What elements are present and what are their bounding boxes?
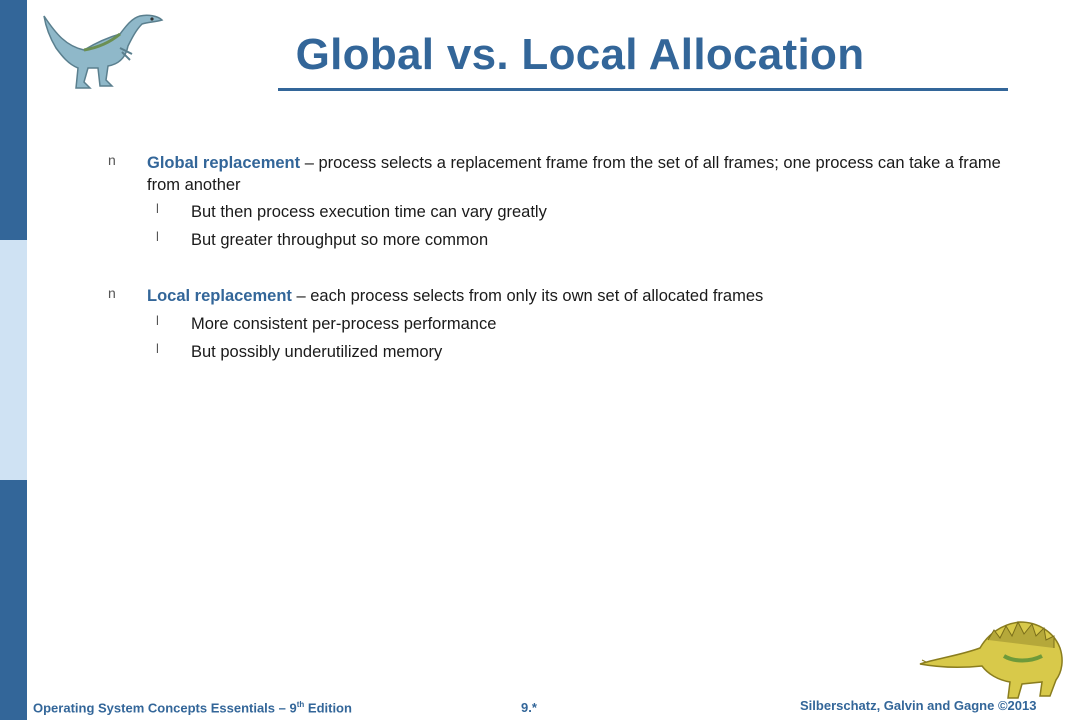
sub-bullet-text: More consistent per-process performance (191, 315, 497, 333)
term-local-replacement: Local replacement (147, 287, 292, 305)
dinosaur-icon (918, 604, 1068, 704)
footer-slide-number: 9.* (521, 700, 537, 715)
sub-bullet-text: But then process execution time can vary greatly (191, 203, 547, 221)
title-divider (278, 88, 1008, 91)
sub-bullet-marker: l (156, 313, 159, 328)
footer-copyright: Silberschatz, Galvin and Gagne ©2013 (800, 698, 1037, 713)
sub-bullet-marker: l (156, 201, 159, 216)
sidebar-block-bottom (0, 480, 27, 720)
sub-bullet-text: But greater throughput so more common (191, 231, 489, 249)
footer-book-title (33, 700, 352, 715)
bullet-marker: n (108, 152, 116, 168)
sub-bullet-text: But possibly underutilized memory (191, 343, 443, 361)
footer-book-title-suffix: Edition (304, 700, 352, 716)
footer-book-title-prefix: Operating System Concepts Essentials – 9 (33, 700, 297, 716)
bullet-description: – each process selects from only its own set of allocated frames (291, 287, 764, 305)
bullet-text (147, 285, 1007, 307)
bullet-description: – process selects a replacement frame from the set of all frames; one process can take a frame from another (147, 154, 1001, 194)
bullet-text (147, 152, 1007, 196)
term-global-replacement: Global replacement (147, 154, 301, 172)
left-sidebar-stripe (0, 0, 27, 720)
sub-bullet-marker: l (156, 229, 159, 244)
sidebar-block-middle (0, 240, 27, 480)
dinosaur-icon (36, 4, 166, 92)
footer-edition-ordinal: th (296, 700, 305, 709)
sub-bullet-marker: l (156, 341, 159, 356)
sidebar-block-top (0, 0, 27, 240)
bullet-marker: n (108, 285, 116, 301)
page-title: Global vs. Local Allocation (295, 30, 865, 79)
